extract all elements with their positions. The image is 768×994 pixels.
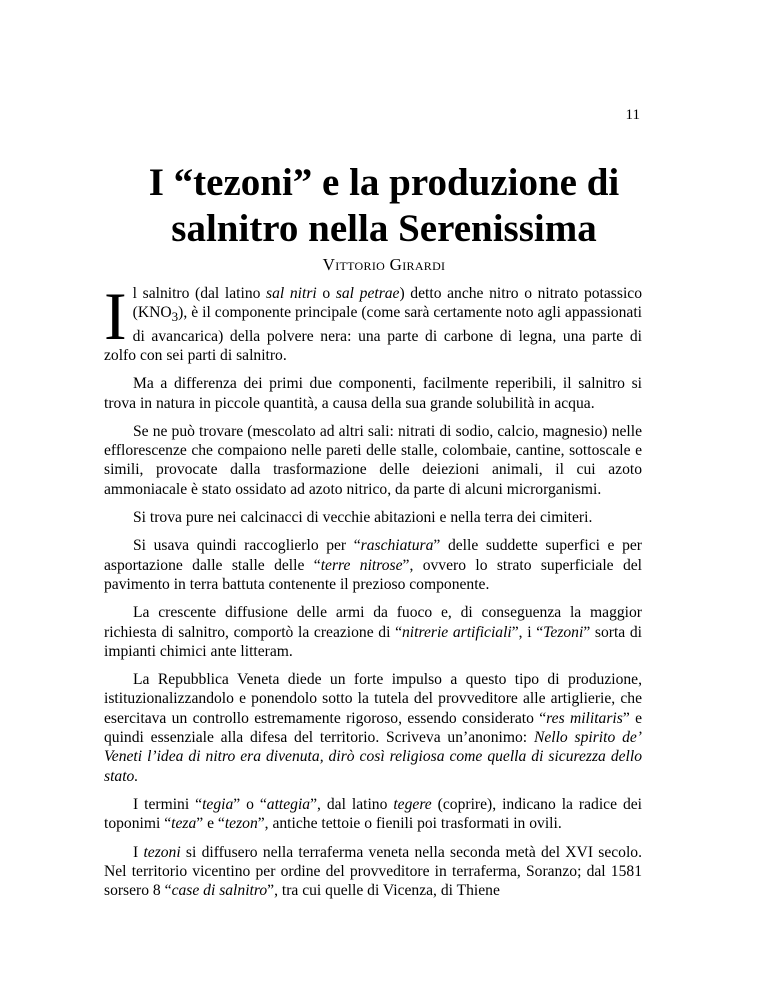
text-run: l salnitro (dal latino — [132, 285, 267, 302]
italic-term: tegia — [202, 795, 234, 813]
text-run: I — [133, 843, 144, 861]
italic-term: tegere — [393, 795, 432, 813]
paragraph-9 — [104, 843, 642, 901]
text-run: ” e quindi essenziale alla difesa del territorio. Scriveva un’anonimo: — [104, 709, 642, 747]
italic-term: sal nitri — [266, 285, 317, 302]
text-run: ), è il componente principale (come sarà certamente noto agli appassionati di avancarica) della polvere nera: una parte di carbone di legna, una parte di zolfo con sei parti di salnitro. — [104, 304, 642, 364]
italic-term: tezon — [224, 815, 258, 833]
text-run: ”, tra cui quelle di Vicenza, di Thiene — [267, 882, 500, 900]
article-body — [104, 278, 643, 909]
italic-term: nitrerie artificiali — [402, 623, 512, 641]
text-run: si diffusero nella terraferma veneta nella seconda metà del XVI secolo. Nel territorio vicentino per ordine del provveditore in terraferma, Soranzo; dal 1581 sorsero 8 “ — [104, 843, 642, 900]
paragraph-1 — [104, 278, 642, 365]
text-run: ) detto anche nitro o nitrato potassico (KNO — [132, 285, 642, 322]
text-run: La crescente diffusione delle armi da fuoco e, di conseguenza la maggior richiesta di salnitro, comportò la creazione di “ — [104, 604, 642, 641]
italic-term: attegia — [266, 795, 311, 813]
italic-term: Tezoni — [543, 623, 584, 641]
title-line-1: I “tezoni” e la produzione di — [148, 161, 620, 204]
article-title — [100, 160, 668, 252]
text-run: ” delle suddette superfici e per asportazione dalle stalle delle “ — [104, 537, 642, 574]
italic-term: res militaris — [546, 709, 623, 727]
text-run: (coprire), indicano la radice dei toponimi “ — [104, 795, 643, 833]
italic-term: case di salnitro — [171, 882, 268, 900]
page-number: 11 — [625, 107, 640, 123]
italic-term: tezoni — [143, 843, 181, 861]
text-run: ”, i “ — [511, 623, 544, 641]
italic-quote: Nello spirito de’ Veneti l’idea di nitro era divenuta, dirò così religiosa come quella di sicurezza dello stato. — [104, 729, 642, 785]
paragraph-2: Ma a differenza dei primi due componenti, facilmente reperibili, il salnitro si trova in natura in piccole quantità, a causa della sua grande solubilità in acqua. — [104, 375, 642, 412]
subscript: 3 — [171, 309, 179, 325]
text-run: ”, dal latino — [310, 795, 394, 813]
paragraph-4: Si trova pure nei calcinacci di vecchie abitazioni e nella terra dei cimiteri. — [133, 509, 593, 527]
text-run: o — [316, 285, 336, 302]
paragraph-6 — [104, 603, 642, 661]
text-run: ” sorta di impianti chimici ante litteram. — [104, 623, 642, 660]
text-run: ” o “ — [233, 795, 267, 813]
italic-term: sal petrae — [335, 285, 400, 302]
paragraph-8 — [104, 795, 642, 834]
author-name: Vittorio Girardi — [322, 255, 446, 274]
text-run: ”, ovvero lo strato superficiale del pavimento in terra battuta contenente il prezioso componente. — [104, 556, 643, 593]
italic-term: teza — [171, 815, 197, 833]
paragraph-3: Se ne può trovare (mescolato ad altri sali: nitrati di sodio, calcio, magnesio) nelle efflorescenze che compaiono nelle pareti delle stalle, colombaie, cantine, sottoscale e simili, provocate dalla trasformazione delle deiezioni animali, il cui azoto ammoniacale è stato ossidato ad azoto nitrico, da parte di alcuni microrganismi. — [104, 422, 642, 498]
text-run: I termini “ — [133, 795, 203, 813]
paragraph-7 — [104, 670, 642, 786]
text-run: ”, antiche tettoie o fienili poi trasformati in ovili. — [257, 815, 562, 833]
text-run: Si usava quindi raccoglierlo per “ — [133, 537, 361, 555]
text-run: ” e “ — [196, 815, 225, 833]
drop-cap: I — [104, 278, 127, 354]
paragraph-5 — [104, 536, 642, 594]
title-line-2: salnitro nella Serenissima — [171, 207, 597, 250]
italic-term: raschiatura — [360, 537, 434, 555]
text-run: La Repubblica Veneta diede un forte impulso a questo tipo di produzione, istituzionalizzandolo e ponendolo sotto la tutela del provveditore alle artiglierie, che esercitava un controllo estremamente rigoroso, essendo considerato “ — [104, 671, 642, 727]
italic-term: terre nitrose — [320, 556, 403, 574]
